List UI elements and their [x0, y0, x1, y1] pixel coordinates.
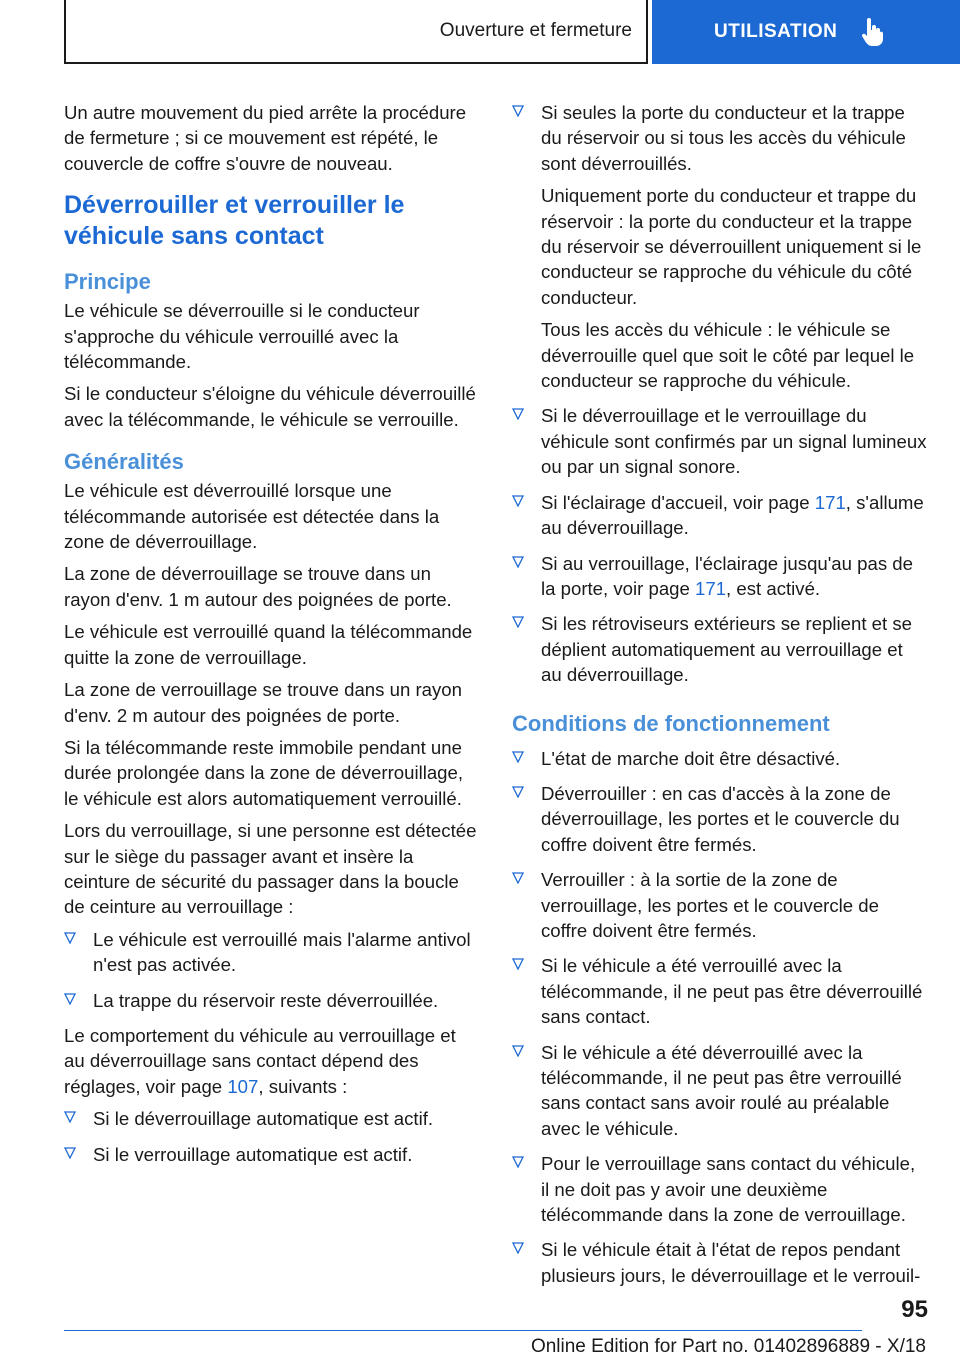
- chapter-tab: [652, 0, 960, 64]
- list-item: Verrouiller : à la sortie de la zone de verrouillage, les portes et le couvercle de coffre doivent être fermés.: [512, 867, 928, 943]
- list-item: Déverrouiller : en cas d'accès à la zone de déverrouillage, les portes et le couvercle du coffre doivent être fermés.: [512, 781, 928, 857]
- section-title: Ouverture et fermeture: [439, 20, 632, 41]
- behavior-paragraph: Le comportement du véhicule au verrouillage et au déverrouillage sans contact dépend des réglages, voir page 107, suivants :: [64, 1024, 456, 1097]
- generalites-paragraph-6: Lors du verrouillage, si une personne est détectée sur le siège du passager avant et insère la ceinture de sécurité du passager dans la boucle de ceinture au verrouillage :: [64, 820, 477, 918]
- triangle-bullet-icon: [512, 751, 524, 763]
- triangle-bullet-icon: [64, 993, 76, 1005]
- list-item: Si les rétroviseurs extérieurs se replient et se déplient automatiquement au verrouillage et au déverrouillage.: [512, 611, 928, 687]
- triangle-bullet-icon: [64, 1111, 76, 1123]
- list-item: Si le déverrouillage et le verrouillage du véhicule sont confirmés par un signal lumineux ou par un signal sonore.: [512, 403, 928, 479]
- passenger-list: [64, 927, 478, 1013]
- page-link-107[interactable]: 107: [227, 1075, 259, 1097]
- generalites-paragraph-2: La zone de déverrouillage se trouve dans un rayon d'env. 1 m autour des poignées de porte.: [64, 563, 452, 610]
- generalites-paragraph-3: Le véhicule est verrouillé quand la télécommande quitte la zone de verrouillage.: [64, 621, 473, 668]
- hand-pointer-icon: [861, 18, 885, 46]
- list-item: Si seules la porte du conducteur et la trappe du réservoir ou si tous les accès du véhicule sont déverrouillés. Uniquement porte du conducteur et trappe du réservoir : la porte du conducteur et la trappe du réservoir se déverrouillent uniquement si le conducteur se rapproche du véhicule du côté conducteur. Tous les accès du véhicule : le véhicule se déverrouille quel que soit le côté par lequel le conducteur se rapproche du véhicule.: [512, 100, 928, 393]
- left-column: [64, 100, 478, 1177]
- triangle-bullet-icon: [512, 556, 524, 568]
- page-link-171[interactable]: 171: [814, 491, 846, 513]
- chapter-title: UTILISATION: [714, 21, 838, 42]
- triangle-bullet-icon: [512, 1242, 524, 1254]
- edition-footer: Online Edition for Part no. 01402896889 - X/18: [530, 1336, 926, 1357]
- triangle-bullet-icon: [512, 616, 524, 628]
- conditions-list: [512, 746, 928, 1289]
- intro-paragraph: Un autre mouvement du pied arrête la procédure de fermeture ; si ce mouvement est répété, le couvercle de coffre s'ouvre de nouveau.: [64, 102, 467, 174]
- list-item: Si au verrouillage, l'éclairage jusqu'au pas de la porte, voir page 171, est activé.: [512, 551, 928, 602]
- principe-paragraph-2: Si le conducteur s'éloigne du véhicule déverrouillé avec la télécommande, le véhicule se verrouille.: [64, 383, 476, 430]
- triangle-bullet-icon: [512, 872, 524, 884]
- generalites-paragraph-5: Si la télécommande reste immobile pendant une durée prolongée dans la zone de déverrouillage, le véhicule est alors automatiquement verrouillé.: [64, 736, 464, 809]
- generalites-heading: Généralités: [64, 449, 184, 475]
- right-column: [512, 100, 928, 1298]
- list-item: Si le véhicule a été verrouillé avec la télécommande, il ne peut pas être déverrouillé sans contact.: [512, 953, 928, 1029]
- page-number: 95: [901, 1296, 928, 1323]
- list-item: Si le déverrouillage automatique est actif.: [64, 1106, 478, 1131]
- settings-list: [64, 1106, 478, 1167]
- triangle-bullet-icon: [512, 495, 524, 507]
- page-link-171[interactable]: 171: [695, 577, 727, 599]
- principe-paragraph-1: Le véhicule se déverrouille si le conducteur s'approche du véhicule verrouillé avec la télécommande.: [64, 300, 420, 373]
- triangle-bullet-icon: [64, 1147, 76, 1159]
- triangle-bullet-icon: [512, 786, 524, 798]
- page-header: [0, 0, 960, 66]
- triangle-bullet-icon: [512, 1156, 524, 1168]
- generalites-paragraph-4: La zone de verrouillage se trouve dans un rayon d'env. 2 m autour des poignées de porte.: [64, 679, 462, 726]
- conditions-heading: Conditions de fonctionnement: [512, 710, 830, 736]
- list-item: Pour le verrouillage sans contact du véhicule, il ne doit pas y avoir une deuxième télécommande dans la zone de verrouillage.: [512, 1151, 928, 1227]
- list-item: Si le véhicule a été déverrouillé avec la télécommande, il ne peut pas être verrouillé sans contact sans avoir roulé au préalable avec le véhicule.: [512, 1040, 928, 1142]
- list-item: Si le verrouillage automatique est actif.: [64, 1142, 478, 1167]
- principe-heading: Principe: [64, 269, 151, 295]
- triangle-bullet-icon: [64, 932, 76, 944]
- main-heading: Déverrouiller et verrouiller le véhicule sans contact: [64, 191, 405, 251]
- list-item: Si le véhicule était à l'état de repos pendant plusieurs jours, le déverrouillage et le verrouil-: [512, 1237, 928, 1288]
- triangle-bullet-icon: [512, 408, 524, 420]
- list-item: Le véhicule est verrouillé mais l'alarme antivol n'est pas activée.: [64, 927, 478, 978]
- list-item: L'état de marche doit être désactivé.: [512, 746, 928, 771]
- footer-divider: [64, 1330, 862, 1331]
- list-item: Si l'éclairage d'accueil, voir page 171, s'allume au déverrouillage.: [512, 490, 928, 541]
- generalites-paragraph-1: Le véhicule est déverrouillé lorsque une télécommande autorisée est détectée dans la zone de déverrouillage.: [64, 480, 440, 553]
- section-title-box: [64, 0, 648, 64]
- settings-detail-list: [512, 100, 928, 688]
- triangle-bullet-icon: [512, 1045, 524, 1057]
- list-item: La trappe du réservoir reste déverrouillée.: [64, 988, 478, 1013]
- triangle-bullet-icon: [512, 958, 524, 970]
- triangle-bullet-icon: [512, 105, 524, 117]
